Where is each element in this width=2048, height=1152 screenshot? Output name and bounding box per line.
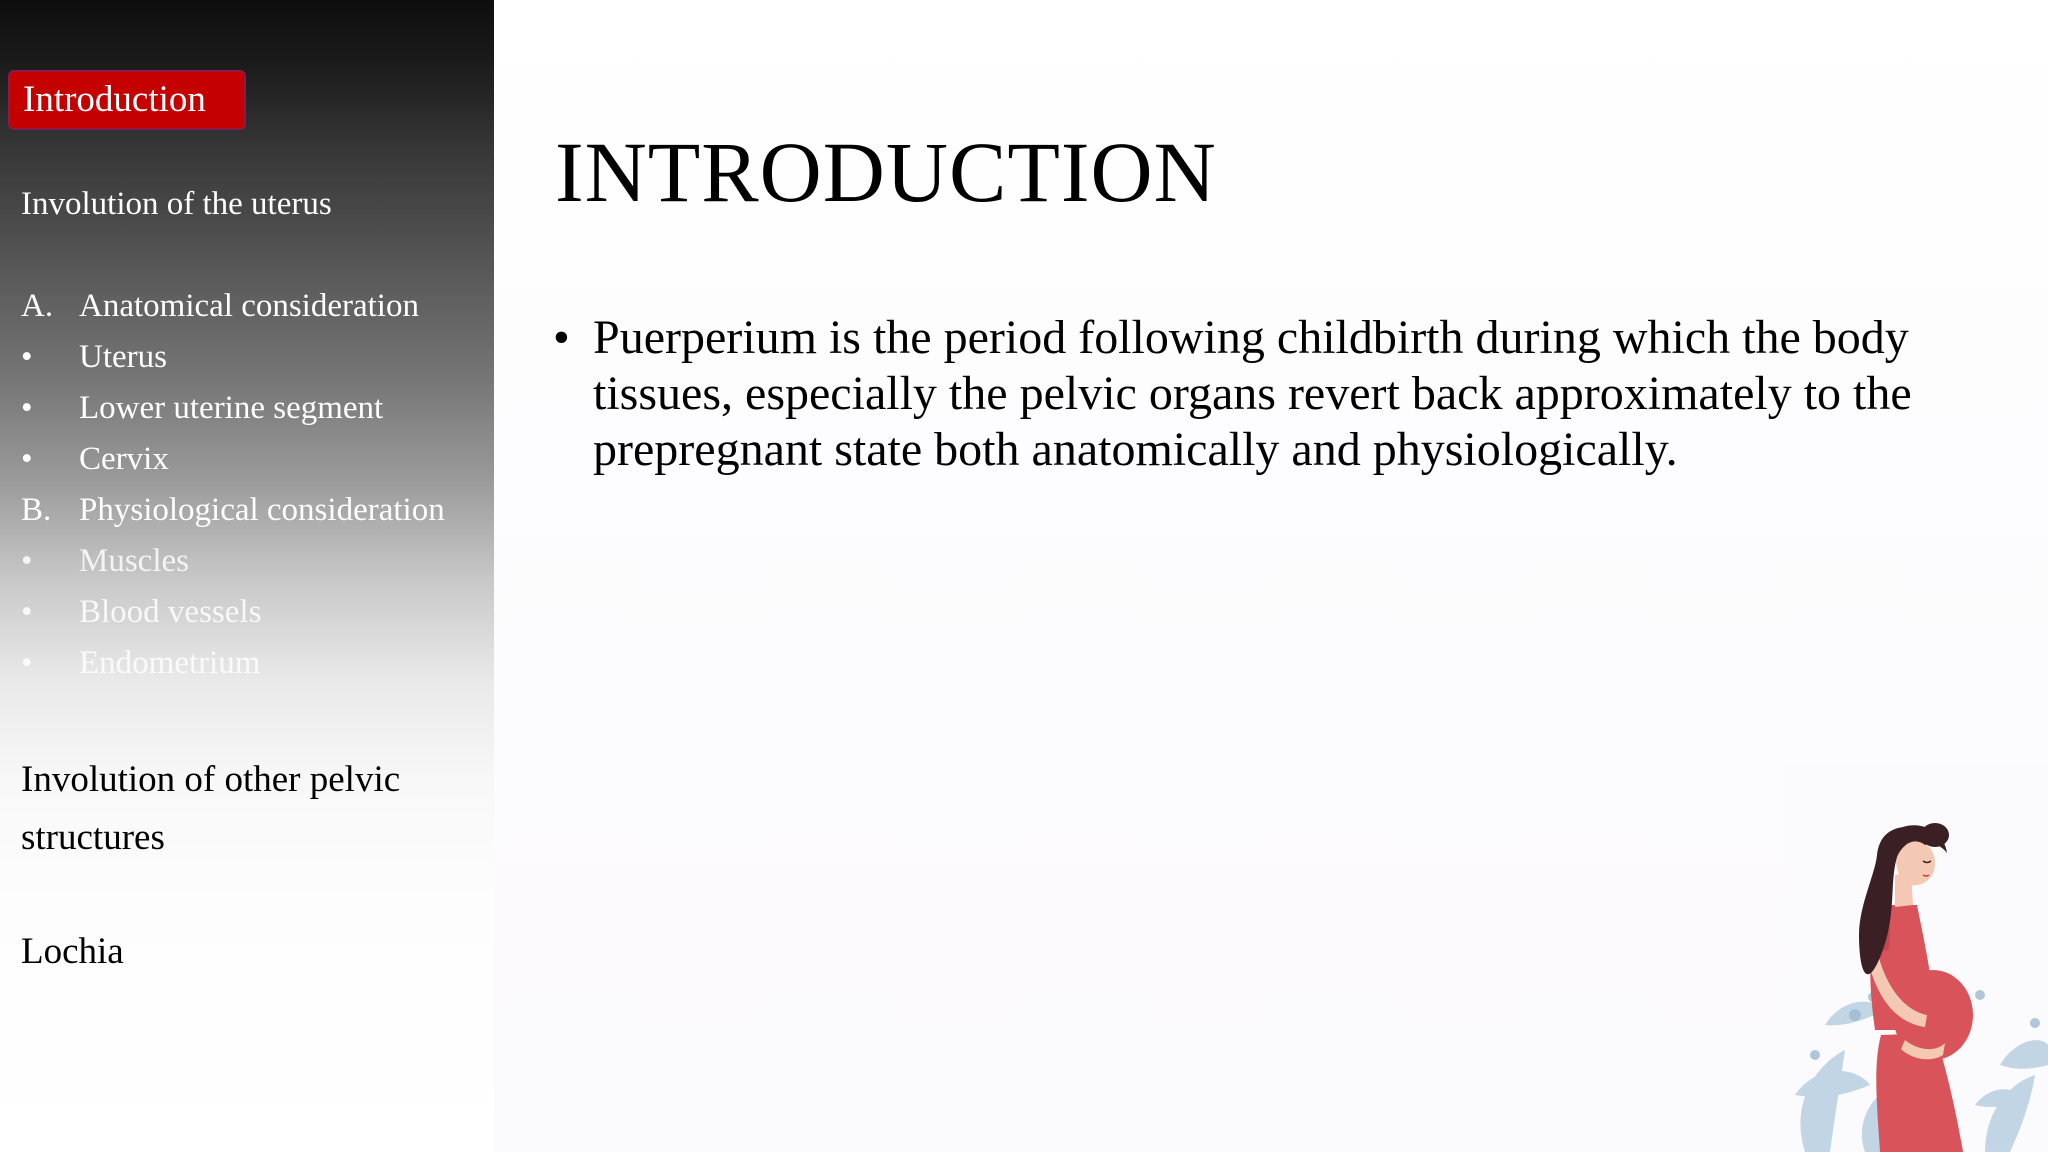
nav-item-lochia[interactable]: Lochia <box>21 931 124 972</box>
bullet-paragraph <box>553 310 1933 478</box>
nav-item-label: Muscles <box>79 543 189 579</box>
nav-item-label-line1: Involution of other pelvic <box>21 759 401 800</box>
sidebar-nav <box>0 0 494 1152</box>
nav-item-label: Uterus <box>79 339 167 375</box>
bullet-marker: • <box>553 311 570 364</box>
nav-group-label: Physiological consideration <box>79 492 445 528</box>
nav-item-label: Lower uterine segment <box>79 390 384 426</box>
bullet-marker: • <box>21 441 33 477</box>
pregnant-woman-icon <box>1785 765 2048 1152</box>
bullet-text: Puerperium is the period following childbirth during which the body tissues, especially the pelvic organs revert back approximately to the prepregnant state both anatomically and physiologically. <box>593 311 1912 476</box>
nav-item-introduction[interactable]: Introduction <box>8 70 246 130</box>
bullet-marker: • <box>21 390 33 426</box>
nav-item-involution-pelvic[interactable] <box>21 751 461 867</box>
bullet-marker: • <box>21 339 33 375</box>
nav-item-label-line2: structures <box>21 817 165 858</box>
pregnant-woman-illustration <box>1785 765 2048 1152</box>
nav-item-label: Blood vessels <box>79 594 262 630</box>
slide-title: INTRODUCTION <box>555 124 1217 220</box>
nav-item-label: Cervix <box>79 441 169 477</box>
nav-item-label: Endometrium <box>79 645 261 681</box>
bullet-marker: • <box>21 594 33 630</box>
list-marker: A. <box>21 288 54 324</box>
nav-item-involution-uterus[interactable]: Involution of the uterus <box>21 186 332 222</box>
bullet-marker: • <box>21 543 33 579</box>
list-marker: B. <box>21 492 52 528</box>
bullet-marker: • <box>21 645 33 681</box>
nav-group-label: Anatomical consideration <box>79 288 419 324</box>
